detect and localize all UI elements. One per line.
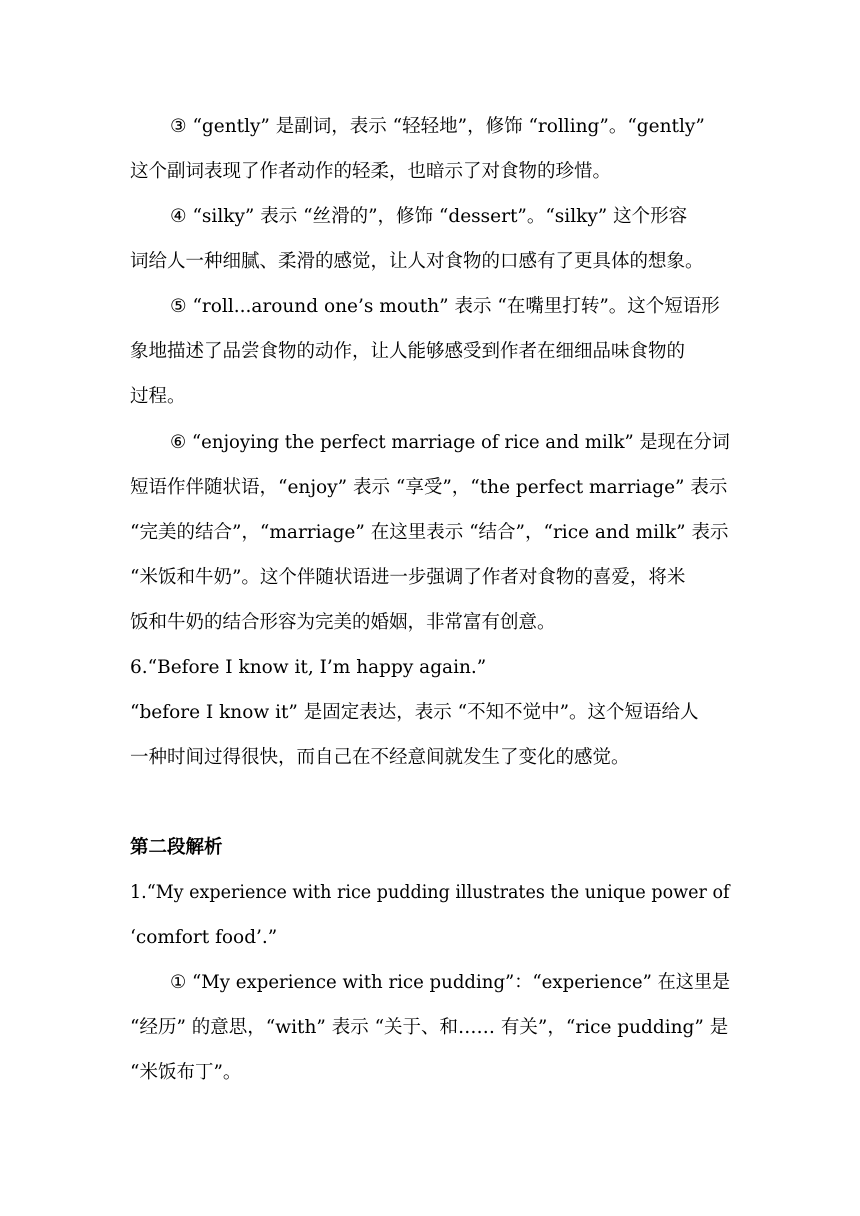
text-line: “完美的结合”，“marriage” 在这里表示 “结合”，“rice and milk” 表示 [130,522,729,543]
text-line: ④ “silky” 表示 “丝滑的”，修饰 “dessert”。“silky” 这个形容 [170,206,688,227]
text-line: “经历” 的意思，“with” 表示 “关于、和…… 有关”，“rice pudding” 是 [130,1017,729,1038]
text-line: “米饭布丁”。 [130,1062,242,1083]
text-line: “before I know it” 是固定表达，表示 “不知不觉中”。这个短语给人 [130,702,699,723]
text-line: 一种时间过得很快，而自己在不经意间就发生了变化的感觉。 [130,747,630,768]
text-line: ③ “gently” 是副词，表示 “轻轻地”，修饰 “rolling”。“gently” [170,116,705,137]
section-heading: 第二段解析 [130,837,223,858]
text-line: 象地描述了品尝食物的动作，让人能够感受到作者在细细品味食物的 [130,341,686,362]
text-line: 1.“My experience with rice pudding illustrates the unique power of [130,882,730,903]
text-line: ⑥ “enjoying the perfect marriage of rice and milk” 是现在分词 [170,432,730,453]
text-line: ‘comfort food’.” [130,927,278,948]
text-line: 6.“Before I know it, I’m happy again.” [130,657,487,678]
text-line: 饭和牛奶的结合形容为完美的婚姻，非常富有创意。 [130,612,556,633]
text-line: ① “My experience with rice pudding”：“experience” 在这里是 [170,972,731,993]
text-line: “米饭和牛奶”。这个伴随状语进一步强调了作者对食物的喜爱，将米 [130,567,686,588]
text-line: 短语作伴随状语，“enjoy” 表示 “享受”，“the perfect marriage” 表示 [130,477,728,498]
text-line: 过程。 [130,386,186,407]
text-line: 词给人一种细腻、柔滑的感觉，让人对食物的口感有了更具体的想象。 [130,251,704,272]
text-line: 这个副词表现了作者动作的轻柔，也暗示了对食物的珍惜。 [130,161,612,182]
text-line: ⑤ “roll...around one’s mouth” 表示 “在嘴里打转”。这个短语形 [170,296,720,317]
